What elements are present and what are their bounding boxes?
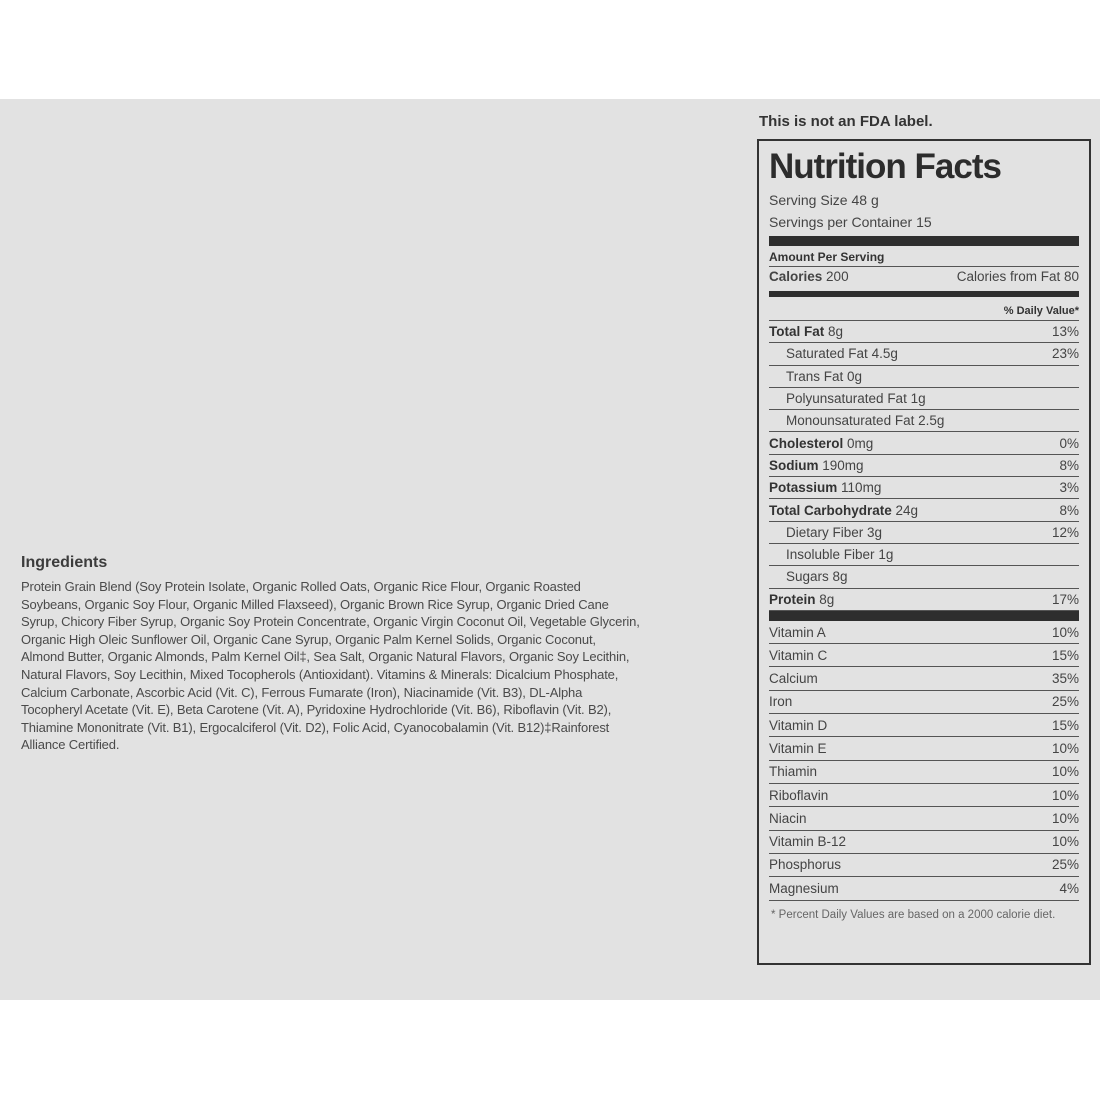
nutrient-row [769, 499, 1079, 521]
vitamin-daily-value: 15% [1051, 717, 1079, 733]
nutrient-label [769, 436, 873, 451]
nutrition-facts-label [757, 139, 1091, 965]
vitamin-row [769, 667, 1079, 690]
nutrient-label [769, 324, 843, 339]
nutrient-row [769, 522, 1079, 544]
vitamin-row [769, 691, 1079, 714]
nutrient-daily-value: 3% [1059, 480, 1079, 496]
nutrient-label [769, 458, 864, 473]
nutrient-name: Sugars [786, 569, 829, 585]
nutrient-daily-value: 8% [1059, 457, 1079, 473]
calories-from-fat: Calories from Fat 80 [956, 269, 1079, 284]
vitamin-row [769, 784, 1079, 807]
nutrient-label [786, 569, 848, 584]
vitamin-daily-value: 10% [1051, 787, 1079, 803]
nutrient-label [769, 592, 834, 607]
nutrient-name: Dietary Fiber [786, 524, 864, 540]
nutrient-list [769, 321, 1079, 611]
nutrient-amount: 24g [895, 502, 919, 518]
vitamin-name: Vitamin C [769, 647, 828, 663]
nutrient-name: Polyunsaturated Fat [786, 391, 907, 407]
nutrient-label [786, 547, 893, 562]
nutrient-name: Total Fat [769, 324, 825, 340]
vitamin-name: Riboflavin [769, 787, 829, 803]
vitamin-daily-value: 10% [1051, 624, 1079, 640]
calories-label: Calories [769, 269, 823, 284]
nutrient-row [769, 589, 1079, 611]
nutrient-amount: 0g [847, 368, 863, 384]
thick-divider [769, 236, 1079, 246]
nutrient-daily-value: 8% [1059, 502, 1079, 518]
nutrient-amount: 110mg [841, 480, 882, 496]
vitamin-daily-value: 10% [1051, 764, 1079, 780]
nutrient-amount: 8g [828, 324, 844, 340]
calories-value: 200 [826, 269, 849, 284]
nutrient-label [769, 480, 881, 495]
vitamin-daily-value: 4% [1059, 881, 1079, 897]
vitamin-name: Phosphorus [769, 857, 842, 873]
vitamin-daily-value: 25% [1051, 857, 1079, 873]
vitamin-daily-value: 10% [1051, 810, 1079, 826]
vitamin-row [769, 877, 1079, 900]
nutrient-label [786, 369, 862, 384]
vitamin-name: Vitamin D [769, 717, 828, 733]
nutrient-daily-value: 17% [1051, 591, 1079, 607]
nutrient-name: Total Carbohydrate [769, 502, 892, 518]
nutrient-row [769, 388, 1079, 410]
nutrient-amount: 3g [867, 524, 883, 540]
vitamin-row [769, 854, 1079, 877]
vitamin-row [769, 831, 1079, 854]
nutrition-facts-title: Nutrition Facts [769, 147, 1001, 186]
nutrient-label [786, 413, 944, 428]
nutrient-label [786, 346, 898, 361]
vitamin-daily-value: 10% [1051, 834, 1079, 850]
vitamin-daily-value: 35% [1051, 671, 1079, 687]
nutrient-row [769, 432, 1079, 454]
vitamin-list [769, 621, 1079, 901]
nutrient-daily-value: 12% [1051, 524, 1079, 540]
ingredients-heading: Ingredients [21, 554, 108, 571]
nutrient-daily-value: 0% [1059, 435, 1079, 451]
daily-value-header: % Daily Value* [769, 300, 1079, 321]
nutrient-row [769, 366, 1079, 388]
vitamin-daily-value: 25% [1051, 694, 1079, 710]
vitamin-daily-value: 10% [1051, 740, 1079, 756]
nutrient-label [786, 525, 882, 540]
nutrient-amount: 1g [910, 391, 926, 407]
vitamin-daily-value: 15% [1051, 647, 1079, 663]
nutrient-name: Sodium [769, 457, 819, 473]
nutrient-row [769, 566, 1079, 588]
vitamin-row [769, 737, 1079, 760]
content-panel [0, 99, 1100, 1000]
nutrient-row [769, 455, 1079, 477]
nutrient-name: Insoluble Fiber [786, 547, 875, 563]
ingredients-text: Protein Grain Blend (Soy Protein Isolate, Organic Rolled Oats, Organic Rice Flour, Organic Roasted Soybeans, Organic Soy Flour, Organic Milled Flaxseed), Organic Brown Rice Syrup, Organic Dried Cane Syrup, Chicory Fiber Syrup, Organic Soy Protein Concentrate, Organic Virgin Coconut Oil, Vegetable Glycerin, Organic High Oleic Sunflower Oil, Organic Cane Syrup, Organic Palm Kernel Solids, Organic Coconut, Almond Butter, Organic Almonds, Palm Kernel Oil‡, Sea Salt, Organic Natural Flavors, Organic Soy Lecithin, Natural Flavors, Soy Lecithin, Mixed Tocopherols (Antioxidant). Vitamins & Minerals: Dicalcium Phosphate, Calcium Carbonate, Ascorbic Acid (Vit. C), Ferrous Fumarate (Iron), Niacinamide (Vit. B3), DL-Alpha Tocopheryl Acetate (Vit. E), Beta Carotene (Vit. A), Pyridoxine Hydrochloride (Vit. B6), Riboflavin (Vit. B2), Thiamine Mononitrate (Vit. B1), Ergocalciferol (Vit. D2), Folic Acid, Cyanocobalamin (Vit. B12)‡Rainforest Alliance Certified. [21, 579, 640, 753]
calories-row [769, 267, 1079, 287]
vitamin-row [769, 644, 1079, 667]
nutrient-amount: 0mg [847, 435, 874, 451]
nutrient-label [769, 503, 918, 518]
nutrient-amount: 4.5g [871, 346, 898, 362]
amount-per-serving: Amount Per Serving [769, 248, 1079, 267]
nutrient-label [786, 391, 926, 406]
nutrient-amount: 1g [878, 547, 894, 563]
nutrient-row [769, 321, 1079, 343]
nutrient-name: Potassium [769, 480, 838, 496]
nutrient-daily-value: 23% [1051, 346, 1079, 362]
nutrient-row [769, 410, 1079, 432]
nutrient-name: Protein [769, 591, 816, 607]
nutrient-name: Cholesterol [769, 435, 844, 451]
vitamin-name: Vitamin B-12 [769, 834, 847, 850]
vitamin-name: Thiamin [769, 764, 818, 780]
vitamin-name: Vitamin A [769, 624, 826, 640]
vitamin-row [769, 714, 1079, 737]
daily-value-footnote: * Percent Daily Values are based on a 2000 calorie diet. [769, 900, 1079, 922]
nutrient-daily-value: 13% [1051, 324, 1079, 340]
vitamin-row [769, 621, 1079, 644]
fda-disclaimer: This is not an FDA label. [759, 113, 933, 130]
medium-divider [769, 291, 1079, 297]
vitamin-name: Vitamin E [769, 740, 827, 756]
vitamin-row [769, 761, 1079, 784]
nutrient-amount: 2.5g [918, 413, 945, 429]
nutrient-row [769, 343, 1079, 365]
servings-per-container: Servings per Container 15 [769, 214, 932, 230]
nutrient-amount: 190mg [822, 457, 864, 473]
vitamin-name: Calcium [769, 671, 818, 687]
calories-cell [769, 267, 849, 287]
nutrient-row [769, 544, 1079, 566]
vitamin-name: Magnesium [769, 881, 839, 897]
nutrient-name: Monounsaturated Fat [786, 413, 915, 429]
vitamin-row [769, 807, 1079, 830]
ingredients-section [21, 554, 641, 754]
vitamin-name: Iron [769, 694, 793, 710]
nutrient-name: Saturated Fat [786, 346, 868, 362]
thick-divider [769, 611, 1079, 621]
nutrient-amount: 8g [819, 591, 835, 607]
vitamin-name: Niacin [769, 810, 807, 826]
nutrient-name: Trans Fat [786, 368, 844, 384]
serving-size: Serving Size 48 g [769, 192, 879, 208]
nutrient-row [769, 477, 1079, 499]
nutrient-amount: 8g [832, 569, 848, 585]
